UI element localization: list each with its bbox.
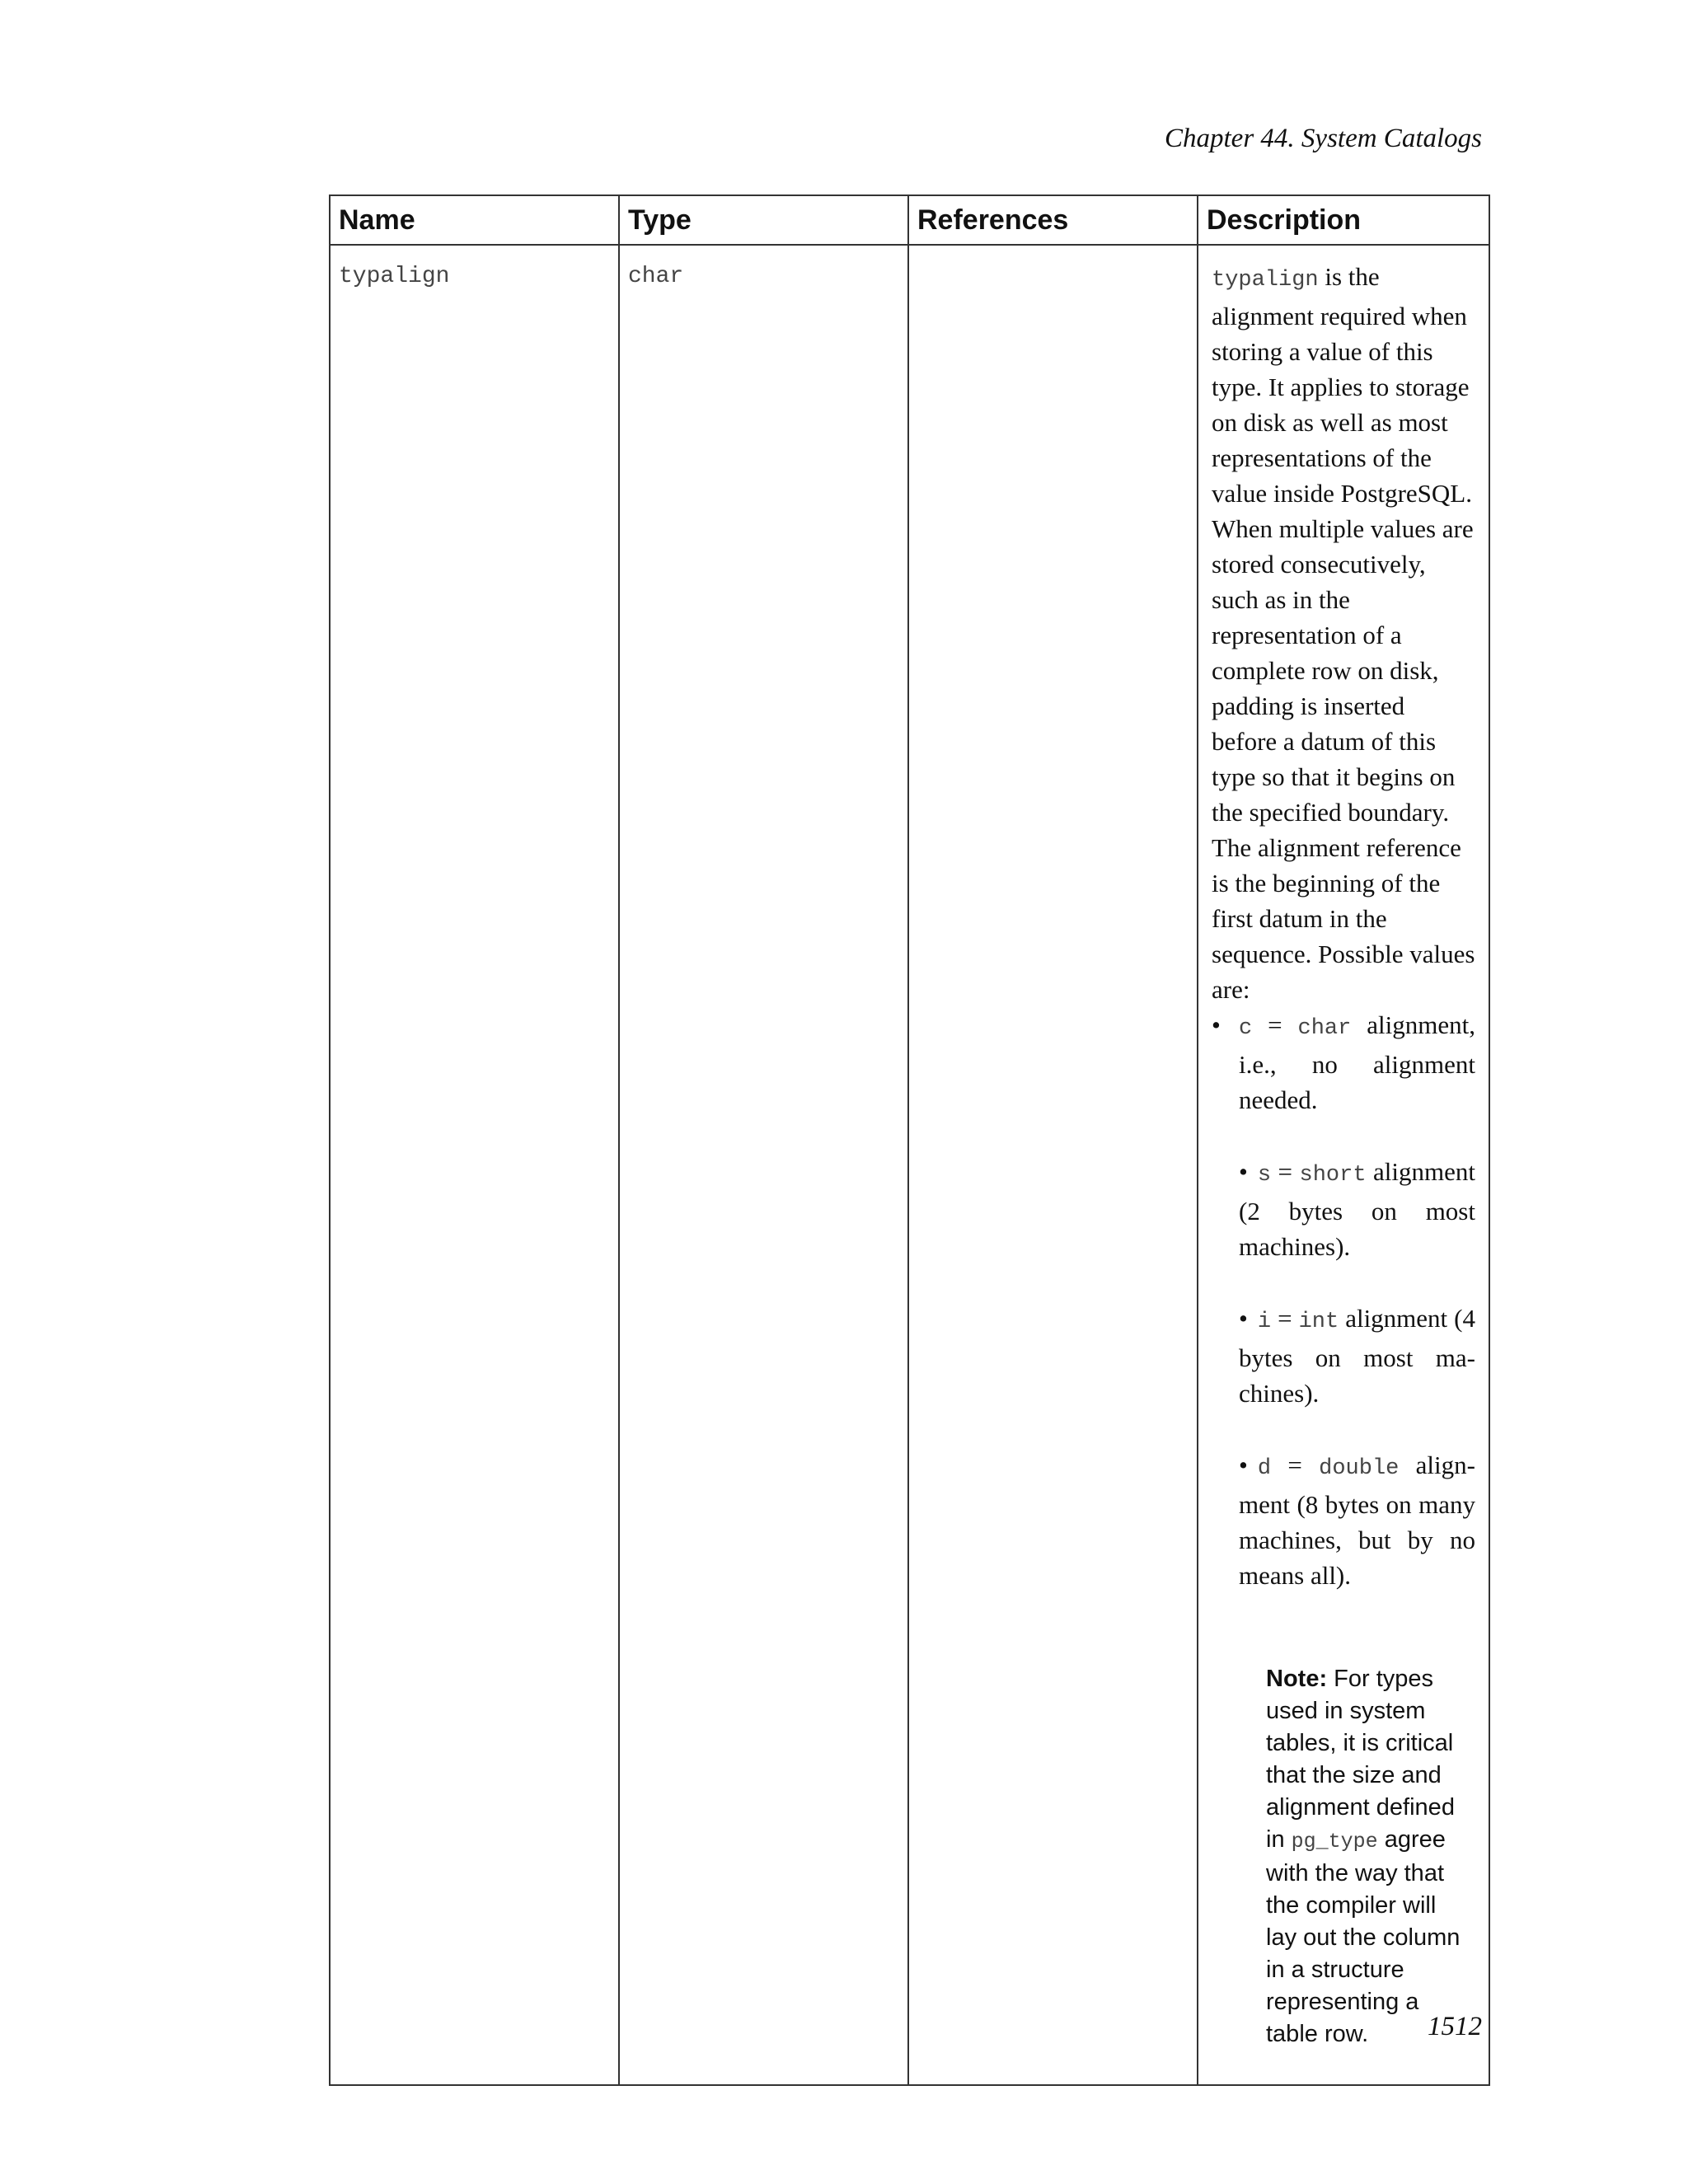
- bullet-icon: •: [1212, 1010, 1221, 1039]
- list-item: [1212, 1154, 1475, 1264]
- description-intro: [1212, 259, 1475, 1007]
- value-code: c: [1239, 1016, 1253, 1041]
- note-label: Note:: [1266, 1666, 1328, 1692]
- value-equals: =: [1271, 1157, 1300, 1186]
- value-text: alignment (4 bytes on most machines).: [1239, 1304, 1476, 1408]
- note-text-after: agree with the way that the compiler will lay out the column in a structure representing a table row.: [1266, 1826, 1461, 2047]
- description-intro-text: is the alignment required when storing a value of this type. It applies to storage on disk as well as most representations of the value inside PostgreSQL. When multiple values are stored consecutively, such as in the representation of a complete row on disk, padding is inserted before a datum of this type so that it begins on the specified boundary. The alignment reference is the beginning of the first datum in the sequence. Possible values are:: [1212, 262, 1475, 1004]
- catalog-table: [329, 194, 1490, 2086]
- bullet-icon: •: [1239, 1157, 1248, 1186]
- value-text: alignment, i.e., no alignment needed.: [1239, 1010, 1475, 1114]
- value-equals: =: [1271, 1304, 1299, 1333]
- column-header-description: Description: [1198, 195, 1489, 245]
- value-code: i: [1257, 1310, 1272, 1334]
- value-text: alignment (8 bytes on many machines, but by no means all).: [1239, 1451, 1475, 1590]
- value-text: alignment (2 bytes on most machines).: [1239, 1157, 1475, 1261]
- note-text-before: For types used in system tables, it is critical that the size and alignment defined in: [1266, 1666, 1455, 1853]
- table-header-row: [330, 195, 1489, 245]
- value-type-code: char: [1297, 1016, 1352, 1041]
- note-box: [1266, 1663, 1468, 2050]
- value-code: d: [1257, 1456, 1272, 1481]
- list-item: [1212, 1007, 1475, 1118]
- note-code: pg_type: [1291, 1830, 1378, 1854]
- list-item: [1212, 1301, 1475, 1411]
- alignment-values-list: [1212, 1007, 1475, 1593]
- column-header-type: Type: [619, 195, 908, 245]
- bullet-icon: •: [1239, 1451, 1248, 1479]
- value-type-code: short: [1299, 1163, 1367, 1188]
- value-type-code: double: [1319, 1456, 1400, 1481]
- value-equals: =: [1271, 1451, 1320, 1479]
- value-equals: =: [1252, 1010, 1298, 1039]
- running-header: Chapter 44. System Catalogs: [1165, 124, 1482, 153]
- cell-type: char: [619, 245, 908, 2085]
- list-item: [1212, 1447, 1475, 1593]
- description-intro-code: typalign: [1212, 268, 1319, 293]
- cell-description: [1198, 245, 1489, 2085]
- table-row: [330, 245, 1489, 2085]
- value-type-code: int: [1298, 1310, 1339, 1334]
- cell-references: [908, 245, 1198, 2085]
- column-header-references: References: [908, 195, 1198, 245]
- bullet-icon: •: [1239, 1304, 1248, 1333]
- column-header-name: Name: [330, 195, 619, 245]
- value-code: s: [1257, 1163, 1272, 1188]
- page-number: 1512: [1428, 2012, 1482, 2041]
- cell-name: typalign: [330, 245, 619, 2085]
